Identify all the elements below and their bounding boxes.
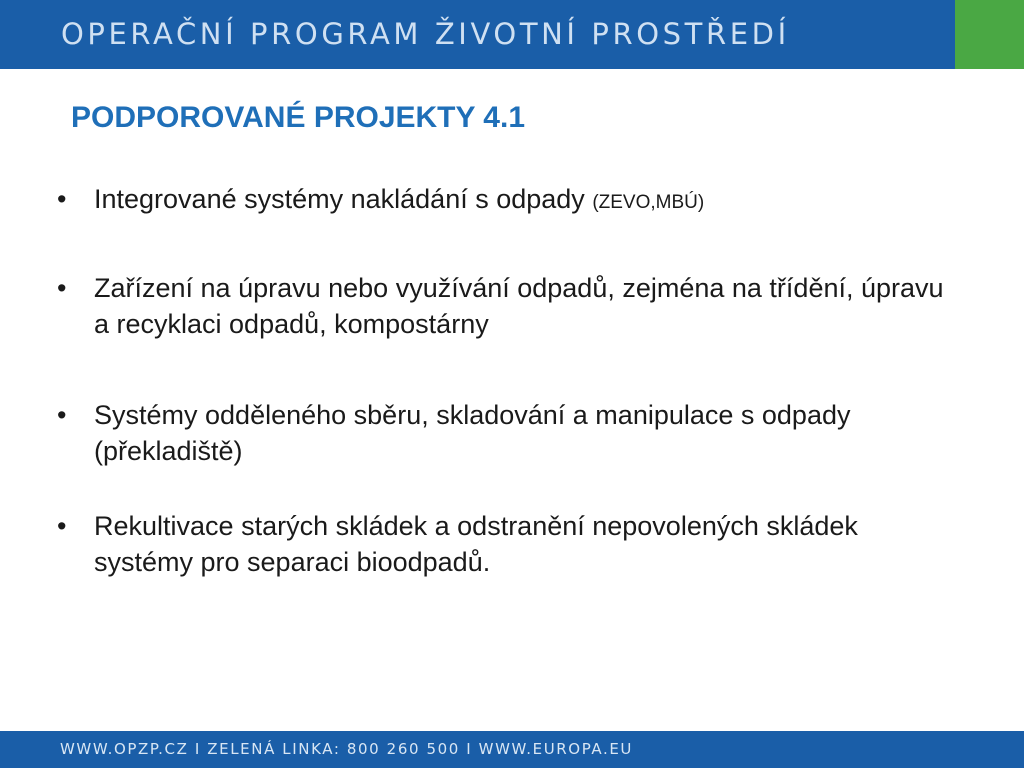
bullet-item-landfill-rehabilitation	[57, 508, 957, 580]
bullet-text: Rekultivace starých skládek a odstranění nepovolených skládek systémy pro separaci bioodpadů.	[94, 511, 858, 577]
program-title: OPERAČNÍ PROGRAM ŽIVOTNÍ PROSTŘEDÍ	[61, 17, 790, 51]
bullet-text: Systémy odděleného sběru, skladování a manipulace s odpady (překladiště)	[94, 400, 851, 466]
bullet-icon: •	[57, 184, 67, 214]
bullet-text: Zařízení na úpravu nebo využívání odpadů, zejména na třídění, úpravu a recyklaci odpadů, kompostárny	[94, 273, 944, 339]
bullet-icon: •	[57, 273, 67, 303]
bullet-note: (ZEVO,MBÚ)	[592, 192, 705, 213]
header-green-accent	[955, 0, 1024, 69]
footer-contact-text: WWW.OPZP.CZ I ZELENÁ LINKA: 800 260 500 I WWW.EUROPA.EU	[60, 740, 634, 758]
bullet-item-waste-facilities	[57, 270, 957, 342]
bullet-icon: •	[57, 511, 67, 541]
slide-title: PODPOROVANÉ PROJEKTY 4.1	[71, 101, 526, 134]
bullet-item-integrated-systems	[57, 181, 957, 221]
bullet-item-separate-collection	[57, 397, 957, 469]
bullet-main-text: Integrované systémy nakládání s odpady	[94, 184, 585, 214]
bullet-text	[94, 181, 957, 221]
bullet-icon: •	[57, 400, 67, 430]
